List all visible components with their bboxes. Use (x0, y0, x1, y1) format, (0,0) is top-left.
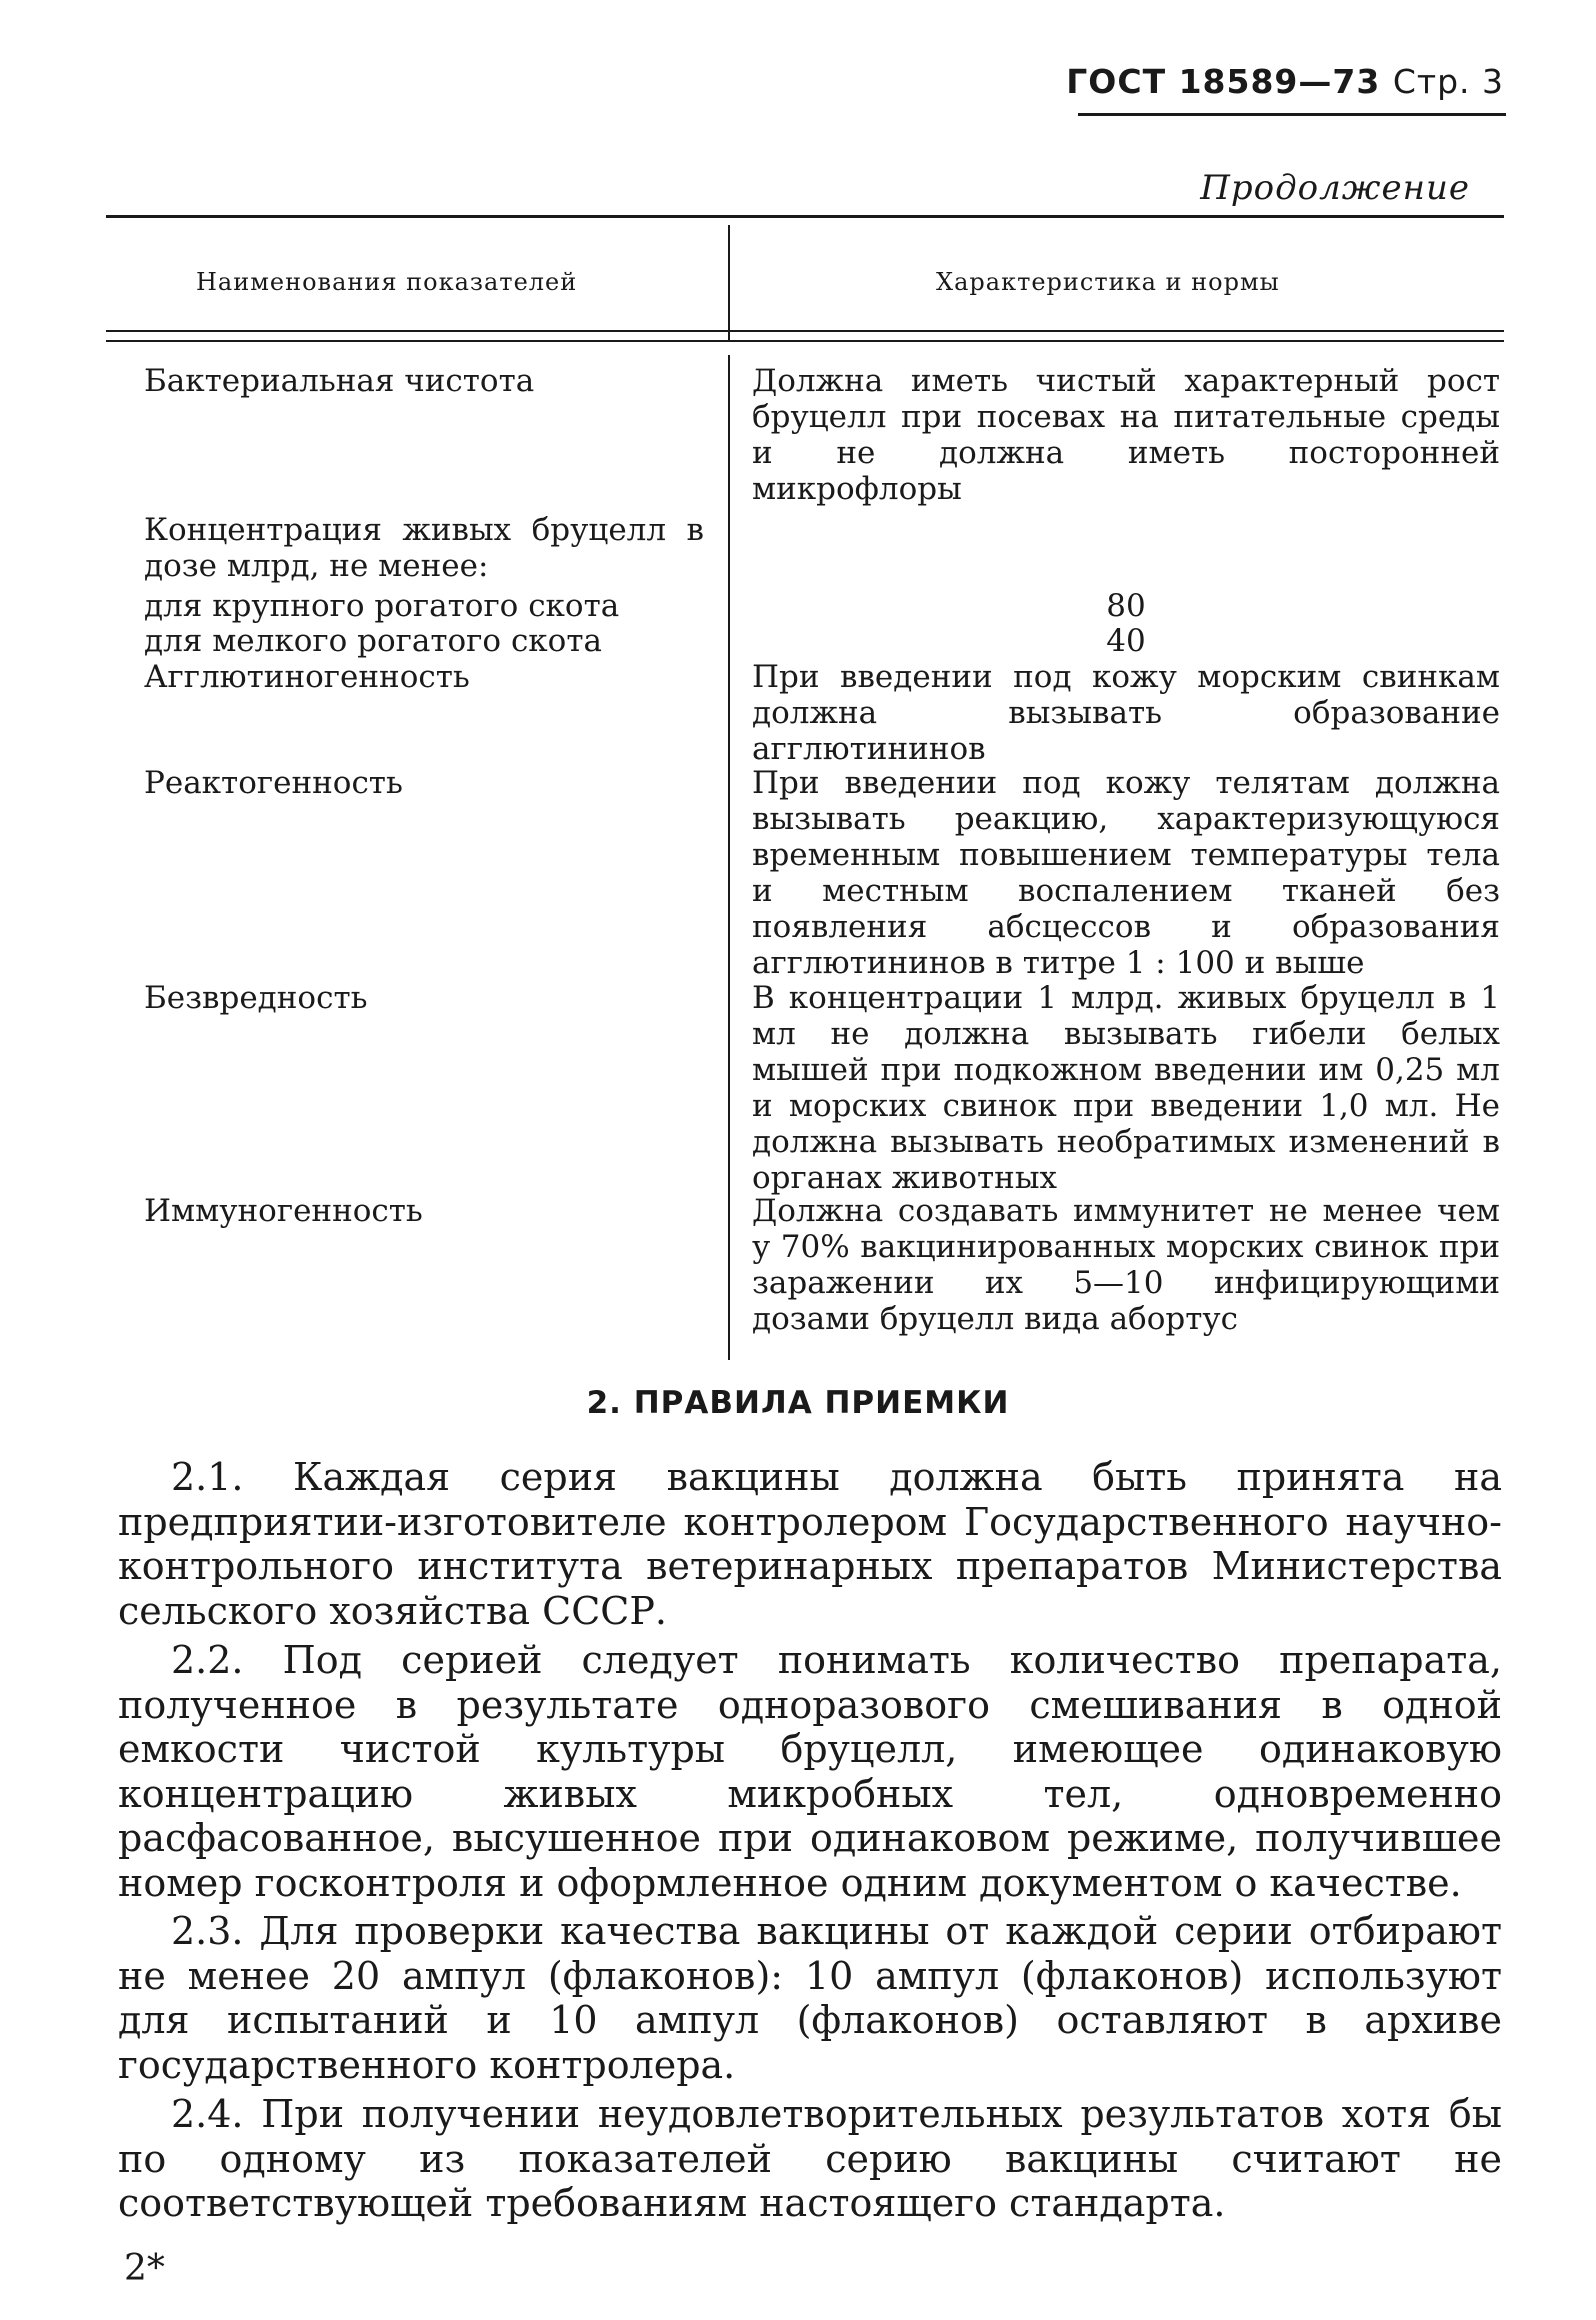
table-row-indicator: Безвредность (144, 980, 368, 1016)
table-row-indicator: Концентрация живых бруцелл в дозе млрд, не менее: (144, 512, 704, 584)
table-row-indicator: Агглютиногенность (144, 659, 470, 695)
paragraph-2-4: 2.4. При получении неудовлетворительных результатов хотя бы по одному из показателей серию вакцины считают не соответствующей требованиям настоящего стандарта. (118, 2092, 1502, 2225)
table-row-indicator: Реактогенность (144, 765, 403, 801)
standard-number: ГОСТ 18589—73 (1066, 62, 1381, 101)
table-row-norm: 80 (1106, 588, 1146, 624)
table-column-divider (728, 355, 730, 1360)
table-header-rule (106, 330, 1504, 332)
column-header-norms: Характеристика и нормы (936, 268, 1280, 296)
signature-mark: 2* (124, 2248, 165, 2289)
table-row-norm: 40 (1106, 623, 1146, 659)
column-header-indicators: Наименования показателей (196, 268, 578, 296)
header-rule (1078, 113, 1506, 116)
paragraph-2-1: 2.1. Каждая серия вакцины должна быть принята на предприятии-изготовителе контролером Государственного научно-контрольного института ветеринарных препаратов Министерства сельского хозяйства СССР. (118, 1455, 1502, 1633)
table-row-norm: При введении под кожу морским свинкам должна вызывать образование агглютининов (752, 659, 1500, 767)
paragraph-2-2: 2.2. Под серией следует понимать количество препарата, полученное в результате одноразового смешивания в одной емкости чистой культуры бруцелл, имеющее одинаковую концентрацию живых микробных тел, одновременно расфасованное, высушенное при одинаковом режиме, получившее номер госконтроля и оформленное одним документом о качестве. (118, 1638, 1502, 1905)
table-top-rule (106, 215, 1504, 218)
page-label: Стр. 3 (1392, 62, 1504, 101)
table-row-indicator: Иммуногенность (144, 1193, 423, 1229)
section-title: 2. ПРАВИЛА ПРИЕМКИ (586, 1385, 1010, 1421)
table-row-norm: Должна создавать иммунитет не менее чем у 70% вакцинированных морских свинок при заражении их 5—10 инфицирующими дозами бруцелл вида абортус (752, 1193, 1500, 1337)
running-header (1066, 62, 1504, 101)
table-row-norm: Должна иметь чистый характерный рост бруцелл при посевах на питательные среды и не должна иметь посторонней микрофлоры (752, 363, 1500, 507)
table-row-indicator: для мелкого рогатого скота (144, 623, 602, 659)
table-row-indicator: для крупного рогатого скота (144, 588, 620, 624)
table-column-divider-header (728, 225, 730, 340)
paragraph-2-3: 2.3. Для проверки качества вакцины от каждой серии отбирают не менее 20 ампул (флаконов): 10 ампул (флаконов) используют для испытаний и 10 ампул (флаконов) оставляют в архиве государственного контролера. (118, 1909, 1502, 2087)
table-row-norm: При введении под кожу телятам должна вызывать реакцию, характеризующуюся временным повышением температуры тела и местным воспалением тканей без появления абсцессов и образования агглютининов в титре 1 : 100 и выше (752, 765, 1500, 981)
table-header-rule-double (106, 340, 1504, 342)
continuation-label: Продолжение (1200, 168, 1470, 208)
indicators-table (106, 215, 1504, 1365)
table-row-norm: В концентрации 1 млрд. живых бруцелл в 1 мл не должна вызывать гибели белых мышей при подкожном введении им 0,25 мл и морских свинок при введении 1,0 мл. Не должна вызывать необратимых изменений в органах животных (752, 980, 1500, 1196)
table-row-indicator: Бактериальная чистота (144, 363, 535, 399)
